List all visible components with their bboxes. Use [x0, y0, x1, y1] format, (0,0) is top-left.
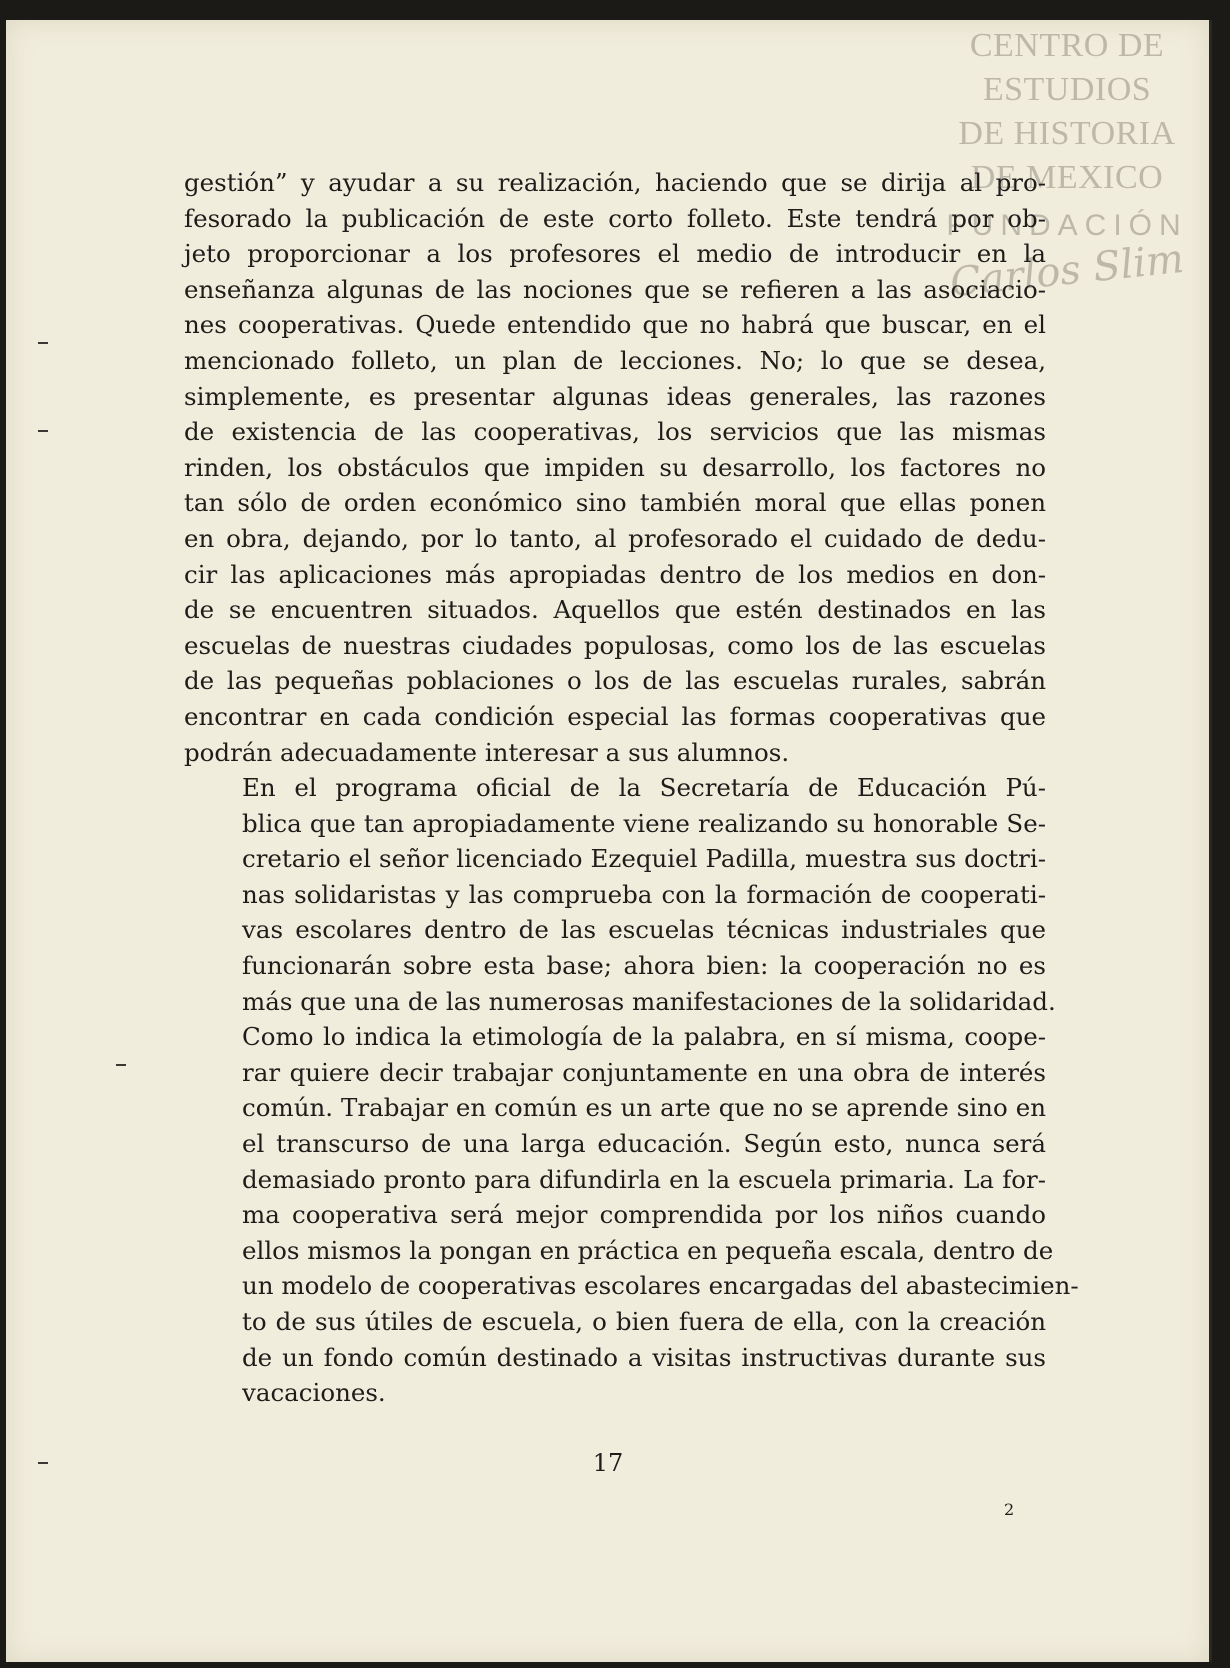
watermark-line: DE HISTORIA [958, 115, 1176, 152]
text-line: Como lo indica la etimología de la palabra, en sí misma, coope- [242, 1022, 1046, 1052]
watermark-signature: Carlos Slim [947, 235, 1187, 307]
text-line: de las pequeñas poblaciones o los de las escuelas rurales, sabrán [184, 666, 1046, 696]
text-line: ellos mismos la pongan en práctica en pequeña escala, dentro de [242, 1235, 1054, 1265]
margin-mark [38, 430, 48, 432]
text-line: un modelo de cooperativas escolares encargadas del abastecimien- [242, 1271, 1079, 1301]
text-line: podrán adecuadamente interesar a sus alumnos. [184, 737, 790, 767]
text-line: mencionado folleto, un plan de lecciones. No; lo que se desea, [184, 345, 1046, 375]
paragraph [184, 165, 1046, 770]
text-line: más que una de las numerosas manifestaciones de la solidaridad. [242, 986, 1056, 1016]
text-line: rar quiere decir trabajar conjuntamente en una obra de interés [242, 1057, 1046, 1087]
text-line: vas escolares dentro de las escuelas técnicas industriales que [242, 915, 1046, 945]
text-line: demasiado pronto para difundirla en la escuela primaria. La for- [242, 1164, 1046, 1194]
text-line: funcionarán sobre esta base; ahora bien: la cooperación no es [242, 951, 1046, 981]
text-line: encontrar en cada condición especial las formas cooperativas que [184, 701, 1046, 731]
text-line: en obra, dejando, por lo tanto, al profesorado el cuidado de dedu- [184, 523, 1046, 553]
paper-sheet [6, 20, 1212, 1662]
text-line: En el programa oficial de la Secretaría de Educación Pú- [242, 773, 1046, 803]
text-line: simplemente, es presentar algunas ideas generales, las razones [184, 381, 1046, 411]
margin-mark [116, 1064, 126, 1066]
text-line: rinden, los obstáculos que impiden su desarrollo, los factores no [184, 452, 1046, 482]
text-line: de existencia de las cooperativas, los servicios que las mismas [184, 417, 1046, 447]
margin-mark [38, 1462, 48, 1464]
text-line: fesorado la publicación de este corto folleto. Este tendrá por ob- [184, 203, 1046, 233]
text-line: escuelas de nuestras ciudades populosas, como los de las escuelas [184, 630, 1046, 660]
margin-mark [38, 342, 48, 344]
paragraph [184, 770, 1079, 1411]
text-line: enseñanza algunas de las nociones que se refieren a las asociacio- [184, 274, 1046, 304]
text-line: tan sólo de orden económico sino también moral que ellas ponen [184, 488, 1046, 518]
text-line: el transcurso de una larga educación. Según esto, nunca será [242, 1129, 1046, 1159]
text-line: cir las aplicaciones más apropiadas dentro de los medios en don- [184, 559, 1046, 589]
signature-mark: 2 [1004, 1500, 1015, 1519]
text-line: vacaciones. [242, 1378, 386, 1408]
text-line: cretario el señor licenciado Ezequiel Padilla, muestra sus doctri- [242, 844, 1046, 874]
page-number: 17 [592, 1449, 624, 1477]
text-line: común. Trabajar en común es un arte que no se aprende sino en [242, 1093, 1046, 1123]
text-line: nes cooperativas. Quede entendido que no habrá que buscar, en el [184, 310, 1046, 340]
watermark-line: ESTUDIOS [982, 71, 1152, 108]
watermark-brand: FUNDACIÓN [946, 209, 1188, 242]
text-line: gestión” y ayudar a su realización, haciendo que se dirija al pro- [184, 168, 1046, 197]
watermark-line: CENTRO DE [969, 27, 1165, 64]
text-line: blica que tan apropiadamente viene realizando su honorable Se- [242, 808, 1046, 838]
text-line: ma cooperativa será mejor comprendida por los niños cuando [242, 1200, 1046, 1230]
text-line: nas solidaristas y las comprueba con la formación de cooperati- [242, 879, 1046, 909]
watermark-line: DE MEXICO [970, 159, 1164, 196]
text-line: jeto proporcionar a los profesores el medio de introducir en la [184, 239, 1046, 269]
text-line: to de sus útiles de escuela, o bien fuera de ella, con la creación [242, 1307, 1046, 1336]
text-line: de un fondo común destinado a visitas instructivas durante sus [242, 1342, 1046, 1372]
text-line: de se encuentren situados. Aquellos que estén destinados en las [184, 595, 1046, 625]
